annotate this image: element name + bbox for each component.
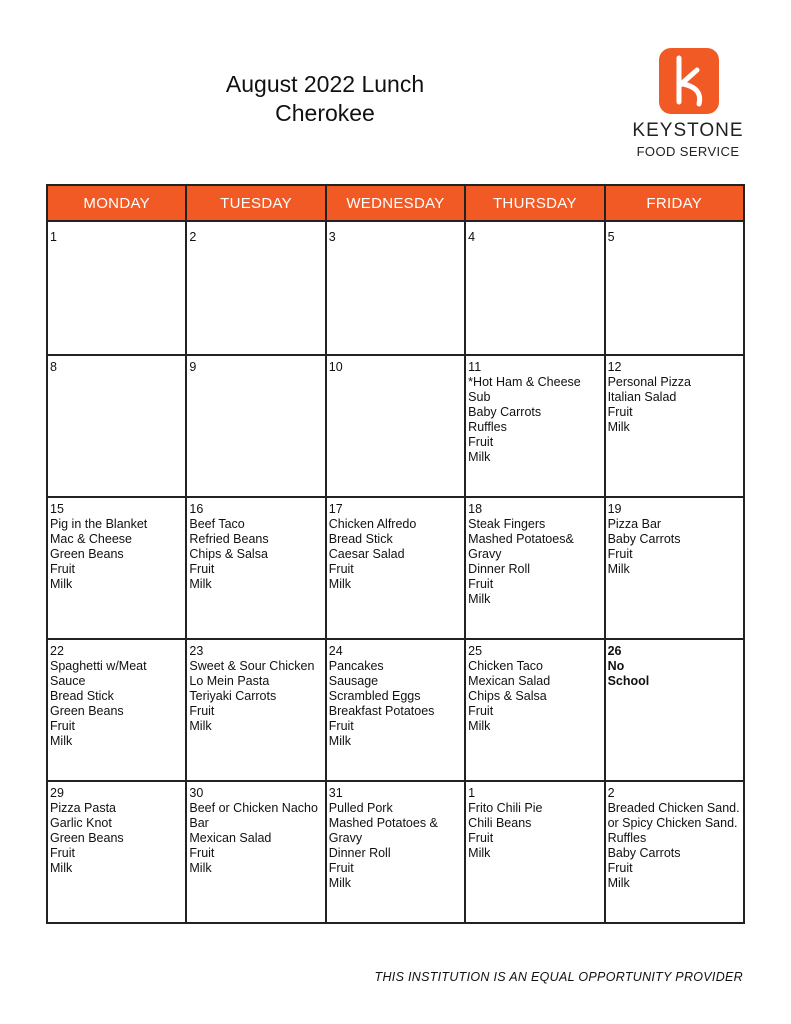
- calendar-day-cell: [605, 355, 744, 497]
- day-number: 26: [607, 644, 622, 658]
- menu-item: Garlic Knot: [50, 816, 112, 830]
- day-number: 23: [189, 644, 204, 658]
- calendar-body: [47, 221, 744, 923]
- menu-item: Scrambled Eggs: [328, 689, 421, 703]
- menu-item: Beef or Chicken Nacho Bar: [189, 801, 318, 830]
- day-number: 11: [468, 360, 482, 374]
- day-number: 16: [189, 502, 204, 516]
- menu-item: Breaded Chicken Sand. or Spicy Chicken Sand.: [607, 801, 740, 830]
- day-number: 12: [607, 360, 622, 374]
- menu-item: Milk: [468, 846, 491, 860]
- menu-item: Milk: [468, 450, 491, 464]
- menu-item: Chips & Salsa: [189, 547, 268, 561]
- menu-item: Ruffles: [468, 420, 507, 434]
- calendar-week-row: [47, 639, 744, 781]
- calendar-day-cell: [605, 497, 744, 639]
- menu-item: Green Beans: [50, 704, 124, 718]
- menu-item: Baby Carrots: [607, 846, 681, 860]
- menu-item: Breakfast Potatoes: [328, 704, 435, 718]
- keystone-k-logo-icon: [659, 48, 719, 114]
- day-number: 17: [328, 502, 343, 516]
- day-number: 30: [189, 786, 204, 800]
- menu-item: Fruit: [607, 405, 633, 419]
- calendar-day-cell: [326, 497, 465, 639]
- day-number: 9: [189, 360, 197, 374]
- menu-item: Chili Beans: [468, 816, 532, 830]
- menu-item: *Hot Ham & Cheese Sub: [468, 375, 581, 404]
- day-number: 24: [328, 644, 343, 658]
- calendar-day-cell: [186, 497, 325, 639]
- weekday-header-row: [47, 185, 744, 221]
- day-number: 25: [468, 644, 483, 658]
- weekday-header-thursday: THURSDAY: [465, 185, 604, 221]
- menu-item: No: [607, 659, 625, 673]
- calendar-day-cell: [47, 355, 186, 497]
- title-line-1: August 2022 Lunch: [225, 71, 425, 97]
- calendar-day-cell: [186, 781, 325, 923]
- menu-item: Caesar Salad: [328, 547, 405, 561]
- calendar-day-cell: [605, 639, 744, 781]
- menu-item: Pizza Bar: [607, 517, 662, 531]
- day-number: 18: [468, 502, 483, 516]
- weekday-header-wednesday: WEDNESDAY: [326, 185, 465, 221]
- menu-item: Ruffles: [607, 831, 647, 845]
- menu-item: Mexican Salad: [189, 831, 272, 845]
- menu-item: Fruit: [607, 547, 633, 561]
- day-number: 2: [189, 230, 197, 244]
- menu-item: Beef Taco: [189, 517, 245, 531]
- menu-item: Mashed Potatoes& Gravy: [468, 532, 574, 561]
- menu-item: Milk: [328, 577, 351, 591]
- menu-item: Lo Mein Pasta: [189, 674, 270, 688]
- menu-item: Pizza Pasta: [50, 801, 117, 815]
- menu-item: Green Beans: [50, 547, 124, 561]
- menu-item: Bread Stick: [328, 532, 393, 546]
- calendar-day-cell: [605, 781, 744, 923]
- menu-item: Milk: [328, 876, 351, 890]
- day-number: 29: [50, 786, 64, 800]
- calendar-day-cell: [326, 355, 465, 497]
- menu-item: Baby Carrots: [607, 532, 681, 546]
- menu-item: Fruit: [468, 831, 494, 845]
- calendar-day-cell: [186, 221, 325, 355]
- menu-item: Milk: [50, 577, 73, 591]
- menu-item: Milk: [50, 861, 73, 875]
- day-number: 10: [328, 360, 343, 374]
- calendar-day-cell: [465, 639, 604, 781]
- menu-item: Milk: [607, 876, 630, 890]
- calendar-day-cell: [465, 221, 604, 355]
- menu-item: Milk: [328, 734, 351, 748]
- menu-item: Italian Salad: [607, 390, 677, 404]
- calendar-day-cell: [47, 639, 186, 781]
- day-number: 5: [607, 230, 615, 244]
- menu-item: Chicken Taco: [468, 659, 543, 673]
- menu-item: Milk: [468, 719, 491, 733]
- menu-item: Baby Carrots: [468, 405, 542, 419]
- calendar-day-cell: [326, 781, 465, 923]
- calendar-day-cell: [326, 639, 465, 781]
- calendar-week-row: [47, 355, 744, 497]
- menu-item: Milk: [50, 734, 73, 748]
- menu-item: Fruit: [328, 562, 354, 576]
- menu-item: Refried Beans: [189, 532, 269, 546]
- calendar-day-cell: [605, 221, 744, 355]
- menu-item: Sausage: [328, 674, 379, 688]
- menu-item: Mac & Cheese: [50, 532, 132, 546]
- menu-item: Fruit: [50, 719, 75, 733]
- menu-item: Fruit: [50, 846, 75, 860]
- calendar-week-row: [47, 497, 744, 639]
- calendar-day-cell: [186, 355, 325, 497]
- menu-item: Milk: [189, 719, 212, 733]
- menu-item: Dinner Roll: [468, 562, 531, 576]
- menu-item: Sweet & Sour Chicken: [189, 659, 315, 673]
- menu-item: Milk: [607, 420, 630, 434]
- menu-item: Fruit: [50, 562, 75, 576]
- calendar-day-cell: [465, 781, 604, 923]
- menu-item: School: [607, 674, 650, 688]
- title-line-2: Cherokee: [275, 100, 375, 126]
- menu-item: Milk: [189, 861, 212, 875]
- menu-item: Chicken Alfredo: [328, 517, 417, 531]
- menu-item: Pancakes: [328, 659, 384, 673]
- menu-item: Fruit: [189, 846, 215, 860]
- logo-subtitle: FOOD SERVICE: [636, 144, 740, 159]
- menu-item: Fruit: [189, 562, 215, 576]
- logo-name: KEYSTONE: [632, 120, 744, 141]
- day-number: 22: [50, 644, 64, 658]
- menu-item: Fruit: [607, 861, 633, 875]
- menu-item: Dinner Roll: [328, 846, 391, 860]
- menu-item: Mexican Salad: [468, 674, 551, 688]
- menu-item: Fruit: [328, 861, 354, 875]
- menu-item: Personal Pizza: [607, 375, 691, 389]
- calendar-day-cell: [47, 221, 186, 355]
- page-title: [170, 70, 480, 128]
- menu-item: Milk: [189, 577, 212, 591]
- day-number: 2: [607, 786, 615, 800]
- menu-item: Green Beans: [50, 831, 124, 845]
- menu-item: Milk: [468, 592, 491, 606]
- calendar-day-cell: [326, 221, 465, 355]
- day-number: 3: [328, 230, 336, 244]
- menu-item: Steak Fingers: [468, 517, 546, 531]
- menu-item: Milk: [607, 562, 630, 576]
- calendar-day-cell: [465, 497, 604, 639]
- day-number: 8: [50, 360, 57, 374]
- calendar-day-cell: [465, 355, 604, 497]
- menu-item: Mashed Potatoes & Gravy: [328, 816, 438, 845]
- menu-item: Fruit: [468, 577, 494, 591]
- menu-item: Fruit: [189, 704, 215, 718]
- menu-item: Spaghetti w/Meat Sauce: [50, 659, 147, 688]
- day-number: 15: [50, 502, 64, 516]
- day-number: 4: [468, 230, 476, 244]
- equal-opportunity-notice: THIS INSTITUTION IS AN EQUAL OPPORTUNITY PROVIDER: [374, 970, 743, 984]
- calendar-week-row: [47, 781, 744, 923]
- day-number: 19: [607, 502, 622, 516]
- menu-item: Fruit: [468, 704, 494, 718]
- menu-item: Pulled Pork: [328, 801, 393, 815]
- menu-item: Fruit: [328, 719, 354, 733]
- calendar-day-cell: [186, 639, 325, 781]
- calendar-week-row: [47, 221, 744, 355]
- menu-item: Teriyaki Carrots: [189, 689, 277, 703]
- menu-item: Pig in the Blanket: [50, 517, 148, 531]
- menu-item: Frito Chili Pie: [468, 801, 543, 815]
- calendar-day-cell: [47, 497, 186, 639]
- menu-calendar: [46, 184, 745, 924]
- menu-item: Chips & Salsa: [468, 689, 547, 703]
- calendar-day-cell: [47, 781, 186, 923]
- weekday-header-tuesday: TUESDAY: [186, 185, 325, 221]
- menu-item: Bread Stick: [50, 689, 114, 703]
- day-number: 1: [50, 230, 57, 244]
- weekday-header-monday: MONDAY: [47, 185, 186, 221]
- day-number: 31: [328, 786, 343, 800]
- weekday-header-friday: FRIDAY: [605, 185, 744, 221]
- day-number: 1: [468, 786, 476, 800]
- menu-item: Fruit: [468, 435, 494, 449]
